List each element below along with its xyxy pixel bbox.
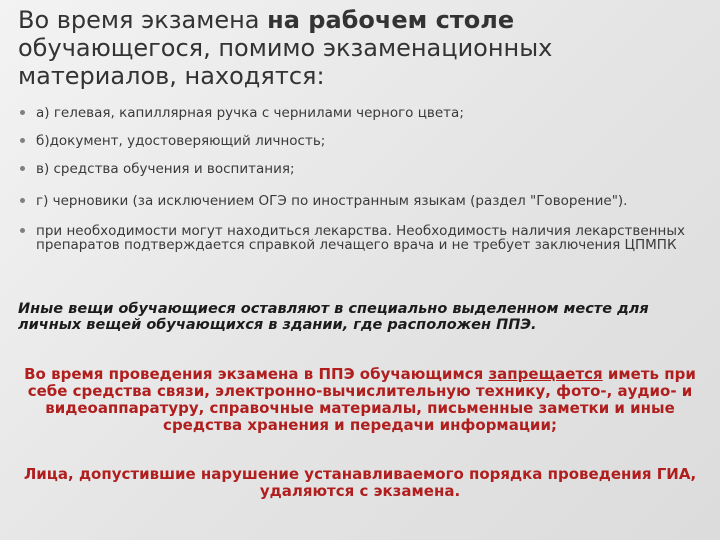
prohibition-paragraph [6,366,714,434]
bullet-text: г) черновики (за исключением ОГЭ по иностранным языкам (раздел "Говорение"). [36,193,628,209]
list-item [18,106,708,120]
bullet-dot-icon [20,166,25,171]
title-rest: обучающегося, помимо экзаменационных материалов, находятся: [18,34,553,90]
bullet-dot-icon [20,228,25,233]
prohibition-lead: Во время проведения экзамена в ППЭ обучающимся [24,365,489,383]
penalty-paragraph: Лица, допустившие нарушение устанавливаемого порядка проведения ГИА, удаляются с экзамена. [23,465,697,500]
personal-items-note: Иные вещи обучающиеся оставляют в специально выделенном месте для личных вещей обучающихся в здании, где расположен ППЭ. [18,301,649,333]
prohibition-underlined: запрещается [488,365,603,383]
bullet-text: при необходимости могут находиться лекарства. Необходимость наличия лекарственных препаратов подтверждается справкой лечащего врача и не требует заключения ЦПМПК [36,223,685,253]
bullet-text: а) гелевая, капиллярная ручка с чернилами черного цвета; [36,105,464,121]
list-item [18,134,708,148]
title-bold: на рабочем столе [267,6,515,34]
prohibition-rest: иметь при себе средства связи, электронно-вычислительную технику, фото-, аудио- и видеоаппаратуру, справочные материалы, письменные заметки и иные средства хранения и передачи информации; [27,365,696,434]
bullet-text: в) средства обучения и воспитания; [36,161,295,177]
title-lead: Во время экзамена [18,6,268,34]
list-item [18,224,708,252]
bullet-dot-icon [20,138,25,143]
bullet-dot-icon [20,198,25,203]
bullet-list [18,106,708,266]
bullet-dot-icon [20,110,25,115]
list-item [18,162,708,176]
bullet-text: б)документ, удостоверяющий личность; [36,133,326,149]
list-item [18,194,708,208]
slide-title [18,6,708,90]
